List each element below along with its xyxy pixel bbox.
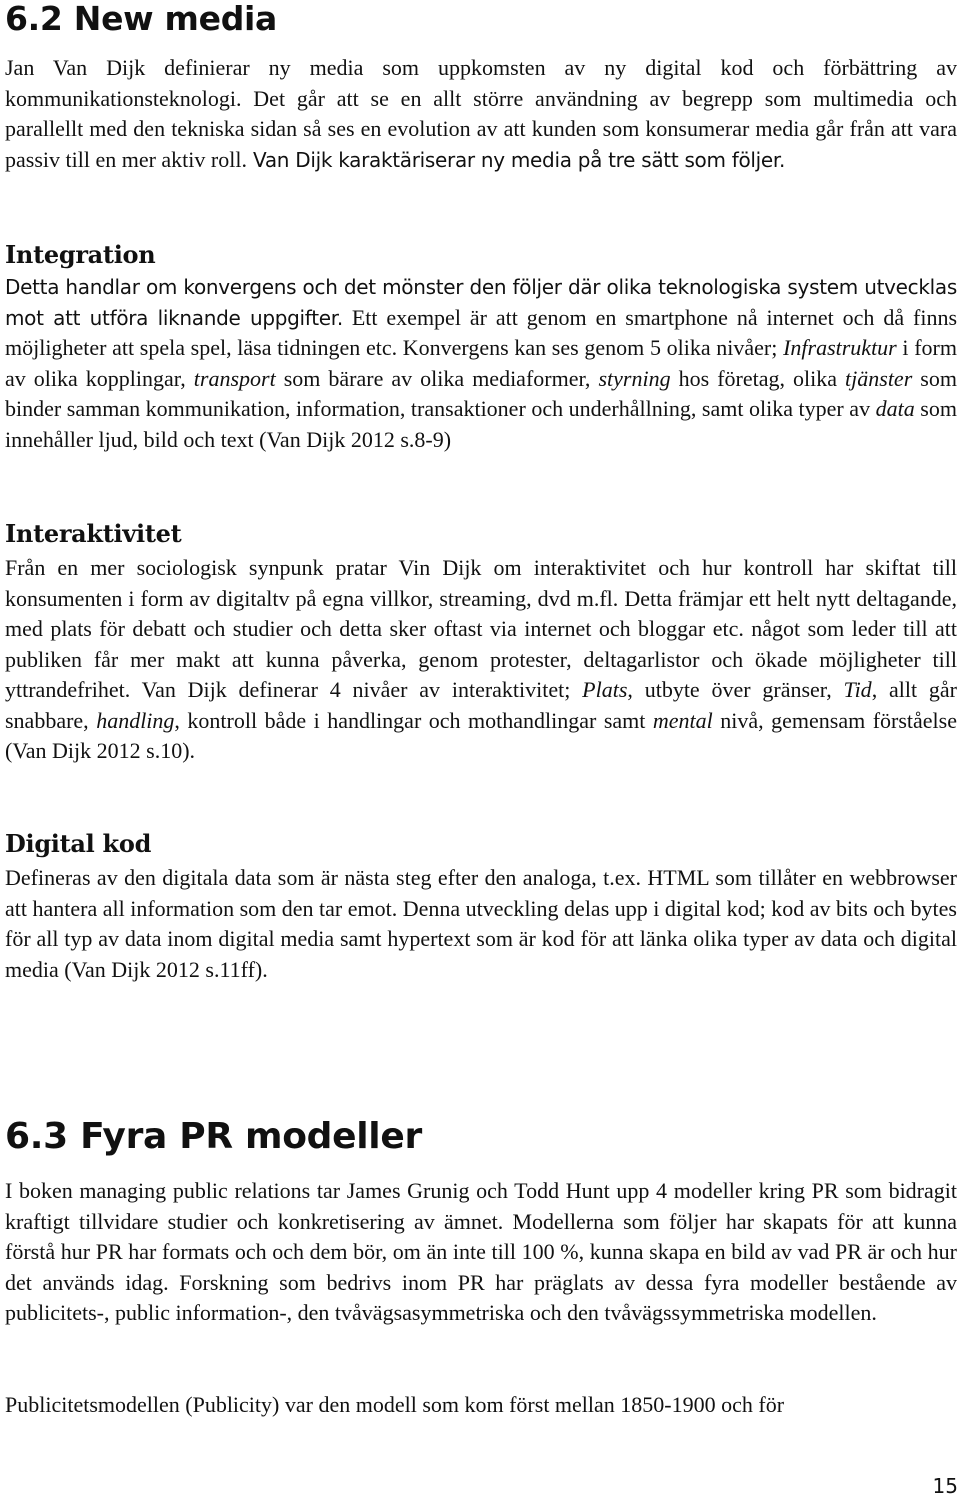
subheading-interaktivitet: Interaktivitet: [5, 519, 182, 548]
emphasis-term: tjänster: [845, 365, 913, 391]
emphasis-term: Infrastruktur: [783, 335, 897, 360]
text-run: Från en mer sociologisk synpunk pratar Vin Dijk om interaktivitet och hur kontroll har skiftat till konsumenten i form av digitaltv på egna villkor, streaming, dvd m.fl. Detta främjar ett helt nytt deltagande, med plats för debatt och studier och detta sker oftast via internet och bloggar etc. något som leder till att publiken får mer makt att kunna påverka, genom protester, deltagarlistor och ökade möjligheter till yttrandefrihet. Van Dijk definerar 4 nivåer av interaktivitet;: [5, 555, 957, 702]
text-run: Jan Van Dijk definierar ny media som uppkomsten av ny digital kod och förbättring av kommunikationsteknologi. Det går att se en allt större användning av begrepp som multimedia och parallellt med den tekniska sidan så ses en evolution av att kunden som konsumerar media går från att vara passiv till en mer aktiv roll.: [5, 55, 957, 172]
page-number: 15: [932, 1474, 958, 1498]
sans-text-run: Detta handlar om konvergens och det mönster den följer där olika teknologiska system utvecklas mot att utföra liknande uppgifter.: [5, 275, 957, 330]
sans-text-run: Van Dijk karaktäriserar ny media på tre sätt som följer.: [246, 147, 786, 172]
text-run: som bärare av olika mediaformer,: [275, 365, 599, 391]
emphasis-term: styrning: [598, 365, 671, 391]
interaktivitet-paragraph: [5, 553, 957, 767]
section-heading-6-3: 6.3 Fyra PR modeller: [5, 1116, 422, 1157]
text-run: hos företag, olika: [670, 365, 846, 391]
emphasis-term: transport: [193, 365, 276, 391]
subheading-digital-kod: Digital kod: [5, 829, 152, 858]
section-heading-6-2: 6.2 New media: [5, 0, 277, 38]
emphasis-term: handling: [96, 707, 175, 733]
publicitet-paragraph: Publicitetsmodellen (Publicity) var den modell som kom först mellan 1850-1900 och för: [5, 1392, 785, 1417]
text-run: nivå, gemensam förståelse (Van Dijk 2012 s.10).: [5, 707, 957, 763]
pr-models-paragraph: [5, 1176, 957, 1329]
text-run: , kontroll både i handlingar och mothandlingar samt: [174, 707, 653, 733]
text-run: I boken managing public relations tar James Grunig och Todd Hunt upp 4 modeller kring PR som bidragit kraftigt tillvidare studier och konkretisering av ämnet. Modellerna som följer har skapats för att kunna förstå hur PR har formats och och dem bör, om än inte till 100 %, kunna skapa en bild av vad PR är och hur det används idag. Forskning som bedrivs inom PR har präglats av dessa fyra modeller bestående av publicitets-, public information-, den tvåvägsasymmetriska och den tvåvägssymmetriska modellen.: [5, 1178, 957, 1325]
intro-paragraph: [5, 53, 957, 175]
emphasis-term: Plats: [582, 677, 628, 702]
subheading-integration: Integration: [5, 240, 156, 269]
text-run: som innehåller ljud, bild och text (Van Dijk 2012 s.8-9): [5, 396, 957, 452]
digital-kod-paragraph: [5, 863, 957, 985]
text-run: Defineras av den digitala data som är nästa steg efter den analoga, t.ex. HTML som tillåter en webbrowser att hantera all information som den tar emot. Denna utveckling delas upp i digital kod; kod av bits och bytes för all typ av data inom digital media samt hypertext som är kod för att länka olika typer av data och digital media (Van Dijk 2012 s.11ff).: [5, 865, 957, 982]
text-run: , allt går snabbare,: [5, 677, 957, 733]
text-run: Ett exempel är att genom en smartphone nå internet och då finns möjligheter att spela spel, läsa tidningen etc. Konvergens kan ses genom 5 olika nivåer;: [5, 304, 957, 360]
integration-paragraph: [5, 272, 957, 455]
text-run: som binder samman kommunikation, information, transaktioner och underhållning, samt olika typer av: [5, 365, 957, 421]
text-run: i form av olika kopplingar,: [5, 335, 957, 391]
text-run: , utbyte över gränser,: [627, 677, 844, 702]
emphasis-term: mental: [652, 707, 713, 733]
emphasis-term: data: [875, 396, 915, 421]
emphasis-term: Tid: [843, 677, 872, 702]
